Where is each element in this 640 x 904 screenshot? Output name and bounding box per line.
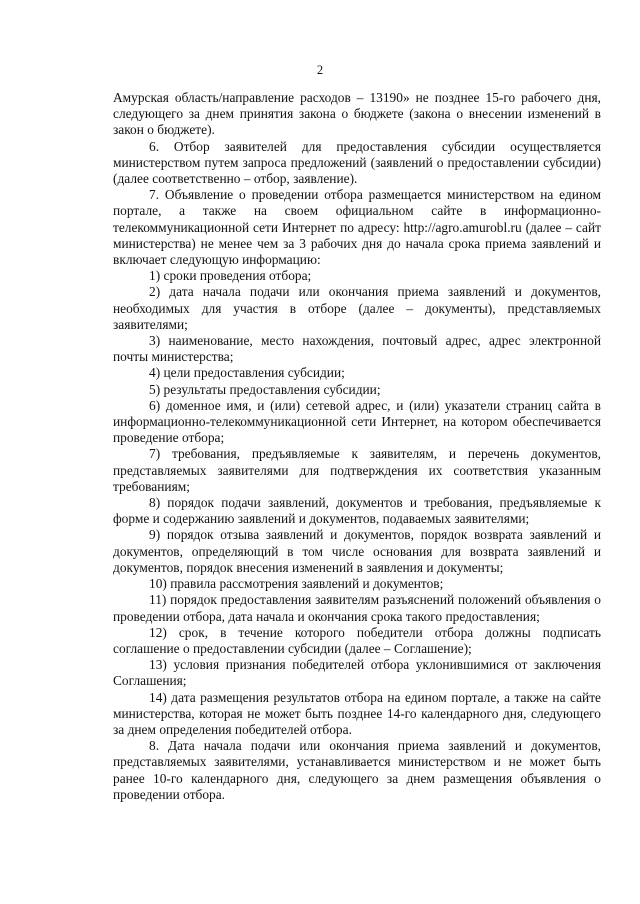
list-item-6: 6) доменное имя, и (или) сетевой адрес, и (или) указатели страниц сайта в информационно-телекоммуникационной сети Интернет, на котором обеспечивается проведение отбора;	[113, 397, 601, 446]
list-item-3: 3) наименование, место нахождения, почтовый адрес, адрес электронной почты министерства;	[113, 333, 601, 365]
paragraph-8-dates: 8. Дата начала подачи или окончания приема заявлений и документов, представляемых заявителями, устанавливается министерством и не может быть ранее 10-го календарного дня, следующего за днем размещения объявления о проведении отбора.	[113, 738, 601, 802]
list-item-12: 12) срок, в течение которого победители отбора должны подписать соглашение о предоставлении субсидии (далее – Соглашение);	[113, 624, 601, 656]
list-item-8: 8) порядок подачи заявлений, документов и требования, предъявляемые к форме и содержанию заявлений и документов, подаваемых заявителями;	[113, 495, 601, 527]
list-item-9: 9) порядок отзыва заявлений и документов, порядок возврата заявлений и документов, определяющий в том числе основания для возврата заявлений и документов, порядок внесения изменений в заявления и документы;	[113, 527, 601, 575]
paragraph-6-selection: 6. Отбор заявителей для предоставления субсидии осуществляется министерством путем запроса предложений (заявлений о предоставлении субсидии) (далее соответственно – отбор, заявление).	[113, 138, 601, 187]
document-body	[113, 90, 601, 803]
list-item-7: 7) требования, предъявляемые к заявителям, и перечень документов, представляемых заявителями для подтверждения их соответствия указанным требованиям;	[113, 446, 601, 494]
list-item-13: 13) условия признания победителей отбора уклонившимися от заключения Соглашения;	[113, 657, 601, 689]
list-item-2: 2) дата начала подачи или окончания приема заявлений и документов, необходимых для участия в отборе (далее – документы), представляемых заявителями;	[113, 284, 601, 332]
list-item-4: 4) цели предоставления субсидии;	[149, 365, 345, 381]
page-number: 2	[316, 63, 324, 77]
list-item-10: 10) правила рассмотрения заявлений и документов;	[149, 576, 444, 592]
list-item-14: 14) дата размещения результатов отбора на едином портале, а также на сайте министерства, которая не может быть позднее 14-го календарного дня, следующего за днем определения победителей отбора.	[113, 689, 601, 737]
paragraph-budget-law-continuation: Амурская область/направление расходов – 13190» не позднее 15-го рабочего дня, следующего за днем принятия закона о бюджете (закона о внесении изменений в закон о бюджете).	[113, 90, 601, 138]
list-item-1: 1) сроки проведения отбора;	[149, 268, 312, 284]
list-item-11: 11) порядок предоставления заявителям разъяснений положений объявления о проведении отбора, дата начала и окончания срока такого предоставления;	[113, 592, 601, 624]
list-item-5: 5) результаты предоставления субсидии;	[149, 381, 381, 397]
paragraph-7-announcement: 7. Объявление о проведении отбора размещается министерством на едином портале, а также на своем официальном сайте в информационно-телекоммуникационной сети Интернет по адресу: http://agro.amurobl.ru (далее – сайт министерства) не менее чем за 3 рабочих дня до начала срока приема заявлений и включает следующую информацию:	[113, 187, 601, 268]
